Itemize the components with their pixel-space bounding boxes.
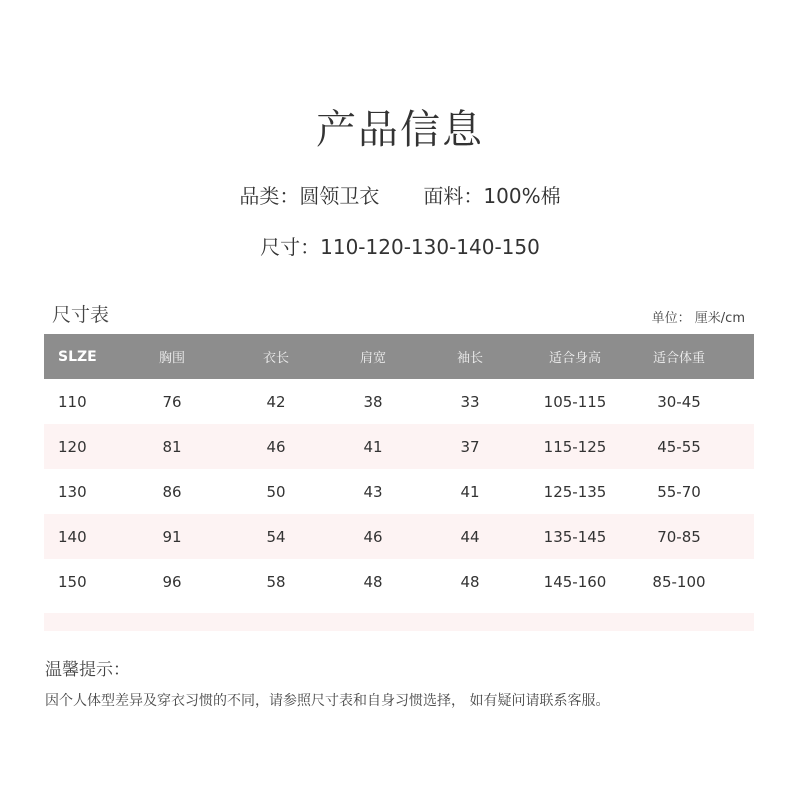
- fabric-text: 面料：100%棉: [423, 184, 561, 208]
- table-cell: 50: [266, 482, 286, 501]
- table-cell: 120: [58, 437, 87, 456]
- table-cell: 150: [58, 572, 87, 591]
- tips-text: 因个人体型差异及穿衣习惯的不同，请参照尺寸表和自身习惯选择， 如有疑问请联系客服。: [45, 693, 610, 709]
- header-cell-sleeve: 袖长: [456, 351, 483, 366]
- table-cell: 96: [162, 572, 182, 591]
- table-row: [44, 559, 754, 604]
- tips-title: 温馨提示：: [45, 660, 130, 680]
- table-cell: 46: [266, 437, 286, 456]
- table-cell: 105-115: [543, 392, 607, 411]
- size-table: [44, 334, 754, 631]
- table-cell: 37: [460, 437, 480, 456]
- sizes-text: 尺寸：110-120-130-140-150: [260, 235, 540, 259]
- table-cell: 115-125: [543, 437, 607, 456]
- table-row: [44, 514, 754, 559]
- table-cell: 140: [58, 527, 87, 546]
- table-row: [44, 424, 754, 469]
- size-chart-title: 尺寸表: [52, 304, 110, 326]
- header-cell-length: 衣长: [262, 351, 289, 366]
- table-cell: 145-160: [543, 572, 607, 591]
- table-cell: 44: [460, 527, 480, 546]
- header-cell-chest: 胸围: [158, 351, 185, 366]
- table-footer-band: [44, 613, 754, 631]
- table-cell: 130: [58, 482, 87, 501]
- header-cell-height: 适合身高: [548, 351, 601, 366]
- table-cell: 54: [266, 527, 286, 546]
- header-cell-shoulder: 肩宽: [359, 351, 386, 366]
- table-cell: 41: [460, 482, 480, 501]
- table-cell: 55-70: [657, 482, 701, 501]
- product-info-line: [0, 180, 800, 209]
- table-cell: 110: [58, 392, 87, 411]
- table-cell: 135-145: [543, 527, 607, 546]
- table-row: [44, 379, 754, 424]
- table-cell: 91: [162, 527, 182, 546]
- table-cell: 43: [363, 482, 383, 501]
- category-text: 品类：圆领卫衣: [239, 184, 380, 208]
- table-header-row: [44, 334, 754, 379]
- table-cell: 48: [363, 572, 383, 591]
- table-cell: 48: [460, 572, 480, 591]
- page-title: 产品信息: [316, 107, 484, 153]
- table-cell: 58: [266, 572, 286, 591]
- sizes-info-line: [0, 231, 800, 260]
- table-row: [44, 469, 754, 514]
- table-cell: 45-55: [657, 437, 701, 456]
- table-cell: 46: [363, 527, 383, 546]
- header-cell-weight: 适合体重: [652, 351, 705, 366]
- table-cell: 42: [266, 392, 286, 411]
- table-cell: 38: [363, 392, 383, 411]
- table-cell: 70-85: [657, 527, 701, 546]
- table-cell: 33: [460, 392, 480, 411]
- table-cell: 76: [162, 392, 182, 411]
- table-cell: 85-100: [652, 572, 706, 591]
- unit-label: 单位： 厘米/cm: [651, 311, 745, 326]
- table-cell: 41: [363, 437, 383, 456]
- table-cell: 81: [162, 437, 182, 456]
- table-cell: 30-45: [657, 392, 701, 411]
- table-cell: 125-135: [543, 482, 607, 501]
- header-cell-size: SLZE: [58, 348, 97, 365]
- table-cell: 86: [162, 482, 182, 501]
